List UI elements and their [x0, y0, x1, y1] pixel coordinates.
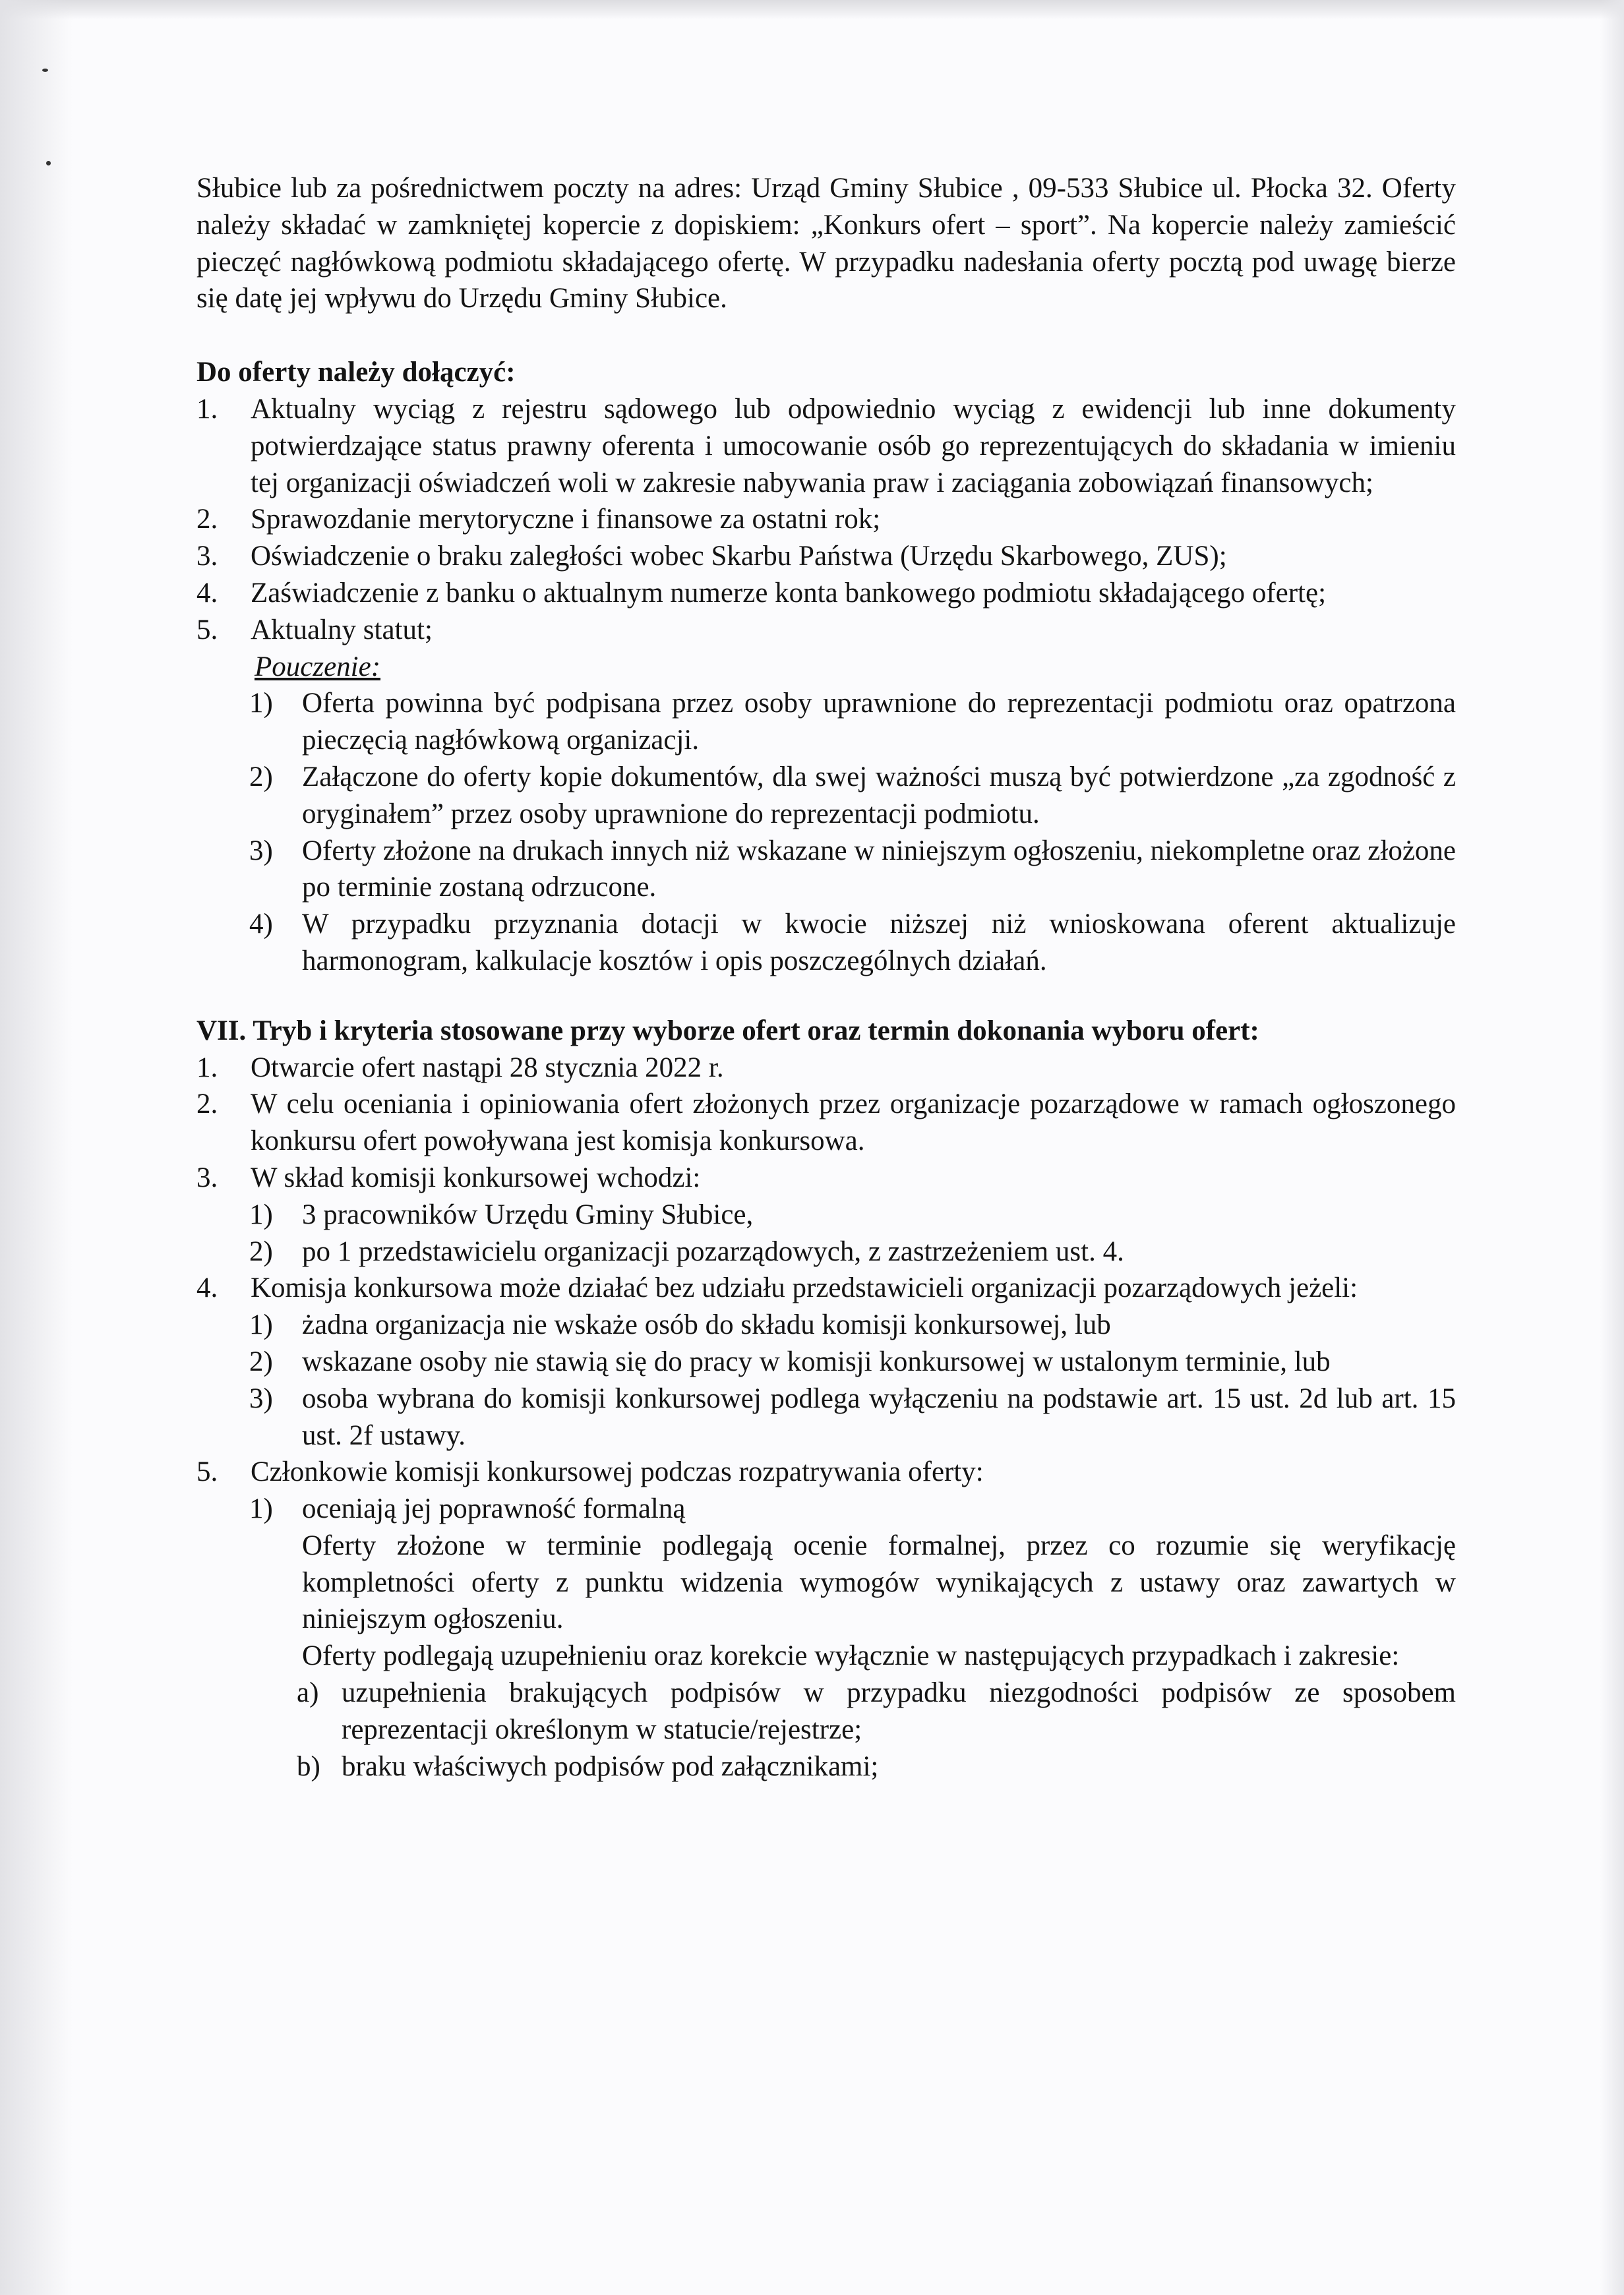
- attachment-item: 2. Sprawozdanie merytoryczne i finansowe za ostatni rok;: [196, 504, 881, 535]
- correction-paragraph: Oferty podlegają uzupełnieniu oraz korekcie wyłącznie w następujących przypadkach i zakresie:: [302, 1640, 1400, 1672]
- commission-member-item: 2) po 1 przedstawicielu organizacji pozarządowych, z zastrzeżeniem ust. 4.: [249, 1236, 1124, 1267]
- attachment-item: 3. Oświadczenie o braku zaległości wobec Skarbu Państwa (Urzędu Skarbowego, ZUS);: [196, 541, 1227, 572]
- formal-evaluation-paragraph: Oferty złożone w terminie podlegają ocenie formalnej, przez co rozumie się weryfikację kompletności oferty z punktu widzenia wymogów wynikających z ustawy oraz zawartych w niniejszym ogłoszeniu.: [302, 1530, 1456, 1635]
- intro-paragraph: Słubice lub za pośrednictwem poczty na adres: Urząd Gminy Słubice , 09-533 Słubice ul. Płocka 32. Oferty należy składać w zamkniętej kopercie z dopiskiem: „Konkurs ofert – sport”. Na kopercie należy zamieścić pieczęć nagłówkową podmiotu składającego ofertę. W przypadku nadesłania oferty pocztą pod uwagę bierze się datę jej wpływu do Urzędu Gminy Słubice.: [196, 173, 1456, 314]
- section-vii-item: 5. Członkowie komisji konkursowej podczas rozpatrywania oferty:: [196, 1456, 984, 1488]
- condition-item: 2) wskazane osoby nie stawią się do pracy w komisji konkursowej w ustalonym terminie, lub: [249, 1346, 1331, 1377]
- correction-case-item: a) uzupełnienia brakujących podpisów w przypadku niezgodności podpisów ze sposobem reprezentacji określonym w statucie/rejestrze;: [297, 1677, 1456, 1745]
- condition-item: 3) osoba wybrana do komisji konkursowej podlega wyłączeniu na podstawie art. 15 ust. 2d lub art. 15 ust. 2f ustawy.: [249, 1383, 1456, 1451]
- attachment-item: 4. Zaświadczenie z banku o aktualnym numerze konta bankowego podmiotu składającego ofertę;: [196, 577, 1327, 609]
- commission-member-item: 1) 3 pracowników Urzędu Gminy Słubice,: [249, 1199, 754, 1230]
- correction-case-item: b) braku właściwych podpisów pod załącznikami;: [297, 1750, 879, 1782]
- evaluation-item: 1) oceniają jej poprawność formalną: [249, 1493, 686, 1525]
- note-item: 2) Załączone do oferty kopie dokumentów, dla swej ważności muszą być potwierdzone „za zgodność z oryginałem” przez osoby uprawnione do reprezentacji podmiotu.: [249, 761, 1456, 829]
- note-heading: Pouczenie:: [255, 651, 381, 682]
- attachment-item: 5. Aktualny statut;: [196, 614, 433, 645]
- scan-speck: [42, 69, 48, 72]
- note-item: 4) W przypadku przyznania dotacji w kwocie niższej niż wnioskowana oferent aktualizuje harmonogram, kalkulacje kosztów i opis poszczególnych działań.: [249, 909, 1456, 976]
- section-vii-item: 4. Komisja konkursowa może działać bez udziału przedstawicieli organizacji pozarządowych jeżeli:: [196, 1272, 1358, 1304]
- scan-shadow-right: [1600, 0, 1624, 2295]
- section-vii-item: 2. W celu oceniania i opiniowania ofert złożonych przez organizacje pozarządowe w ramach ogłoszonego konkursu ofert powoływana jest komisja konkursowa.: [196, 1088, 1456, 1157]
- note-item: 1) Oferta powinna być podpisana przez osoby uprawnione do reprezentacji podmiotu oraz opatrzona pieczęcią nagłówkową organizacji.: [249, 688, 1456, 756]
- attachment-item: 1. Aktualny wyciąg z rejestru sądowego lub odpowiednio wyciąg z ewidencji lub inne dokumenty potwierdzające status prawny oferenta i umocowanie osób go reprezentujących do składania w imieniu tej organizacji oświadczeń woli w zakresie nabywania praw i zaciągania zobowiązań finansowych;: [196, 393, 1456, 498]
- note-item: 3) Oferty złożone na drukach innych niż wskazane w niniejszym ogłoszeniu, niekompletne oraz złożone po terminie zostaną odrzucone.: [249, 835, 1456, 903]
- section-vii-item: 1. Otwarcie ofert nastąpi 28 stycznia 2022 r.: [196, 1052, 724, 1083]
- scan-shadow-top: [0, 0, 1624, 20]
- attachments-heading: Do oferty należy dołączyć:: [196, 357, 516, 388]
- scan-speck: [46, 161, 51, 165]
- document-body: [196, 170, 1456, 1785]
- scan-shadow-left: [0, 0, 73, 2295]
- section-vii-heading: VII. Tryb i kryteria stosowane przy wyborze ofert oraz termin dokonania wyboru ofert:: [196, 1015, 1259, 1046]
- condition-item: 1) żadna organizacja nie wskaże osób do składu komisji konkursowej, lub: [249, 1309, 1111, 1341]
- section-vii-item: 3. W skład komisji konkursowej wchodzi:: [196, 1162, 701, 1193]
